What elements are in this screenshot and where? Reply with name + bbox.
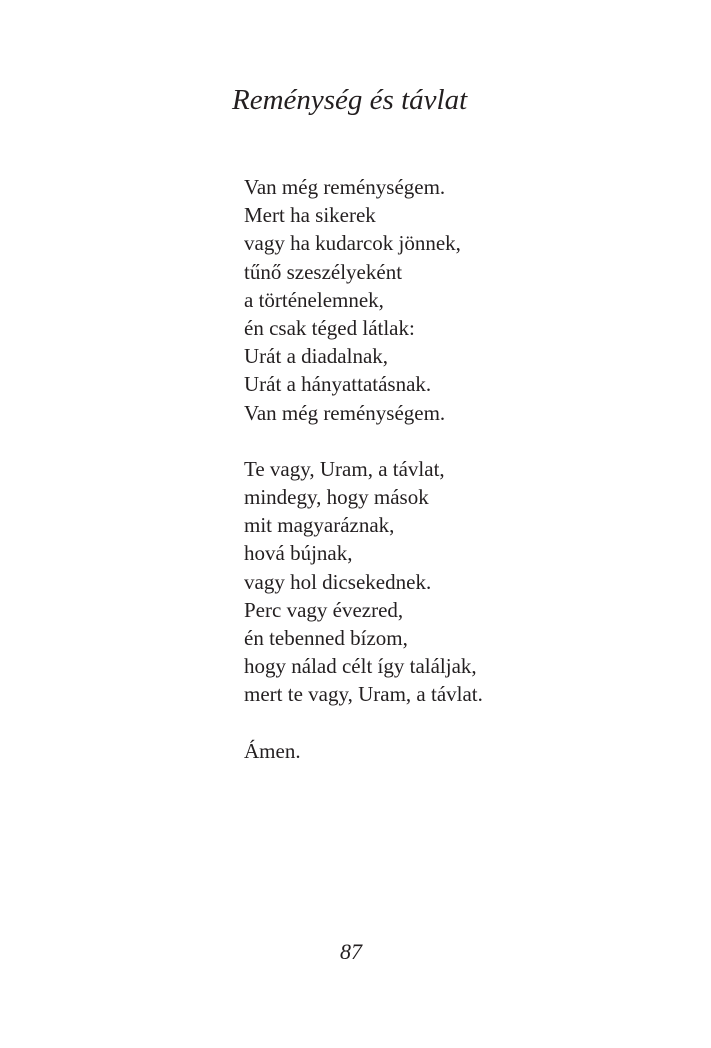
poem-line: Mert ha sikerek (244, 203, 376, 228)
poem-title: Reménység és távlat (232, 84, 468, 116)
poem-line: vagy hol dicsekednek. (244, 569, 432, 594)
poem-body (244, 173, 483, 765)
poem-line: mindegy, hogy mások (244, 485, 429, 510)
poem-line: hová bújnak, (244, 541, 353, 566)
poem-line: Urát a diadalnak, (244, 344, 389, 369)
page-number: 87 (340, 939, 362, 964)
poem-line: a történelemnek, (244, 287, 384, 312)
poem-line: Te vagy, Uram, a távlat, (244, 456, 445, 481)
stanza-1 (244, 173, 483, 427)
poem-line: Van még reménységem. (244, 175, 446, 199)
poem-line: Van még reménységem. (244, 400, 446, 425)
poem-line: Perc vagy évezred, (244, 597, 404, 622)
stanza-2 (244, 455, 483, 709)
poem-line: mit magyaráznak, (244, 513, 395, 538)
poem-line: vagy ha kudarcok jönnek, (244, 231, 461, 256)
poem-line: Ámen. (244, 738, 301, 763)
poem-line: tűnő szeszélyeként (244, 259, 403, 284)
stanza-3 (244, 737, 483, 765)
poem-line: Urát a hányattatásnak. (244, 372, 432, 397)
poem-line: hogy nálad célt így találjak, (244, 654, 477, 679)
poem-line: én csak téged látlak: (244, 316, 415, 341)
poem-line: én tebenned bízom, (244, 626, 408, 651)
poem-line: mert te vagy, Uram, a távlat. (244, 682, 483, 707)
